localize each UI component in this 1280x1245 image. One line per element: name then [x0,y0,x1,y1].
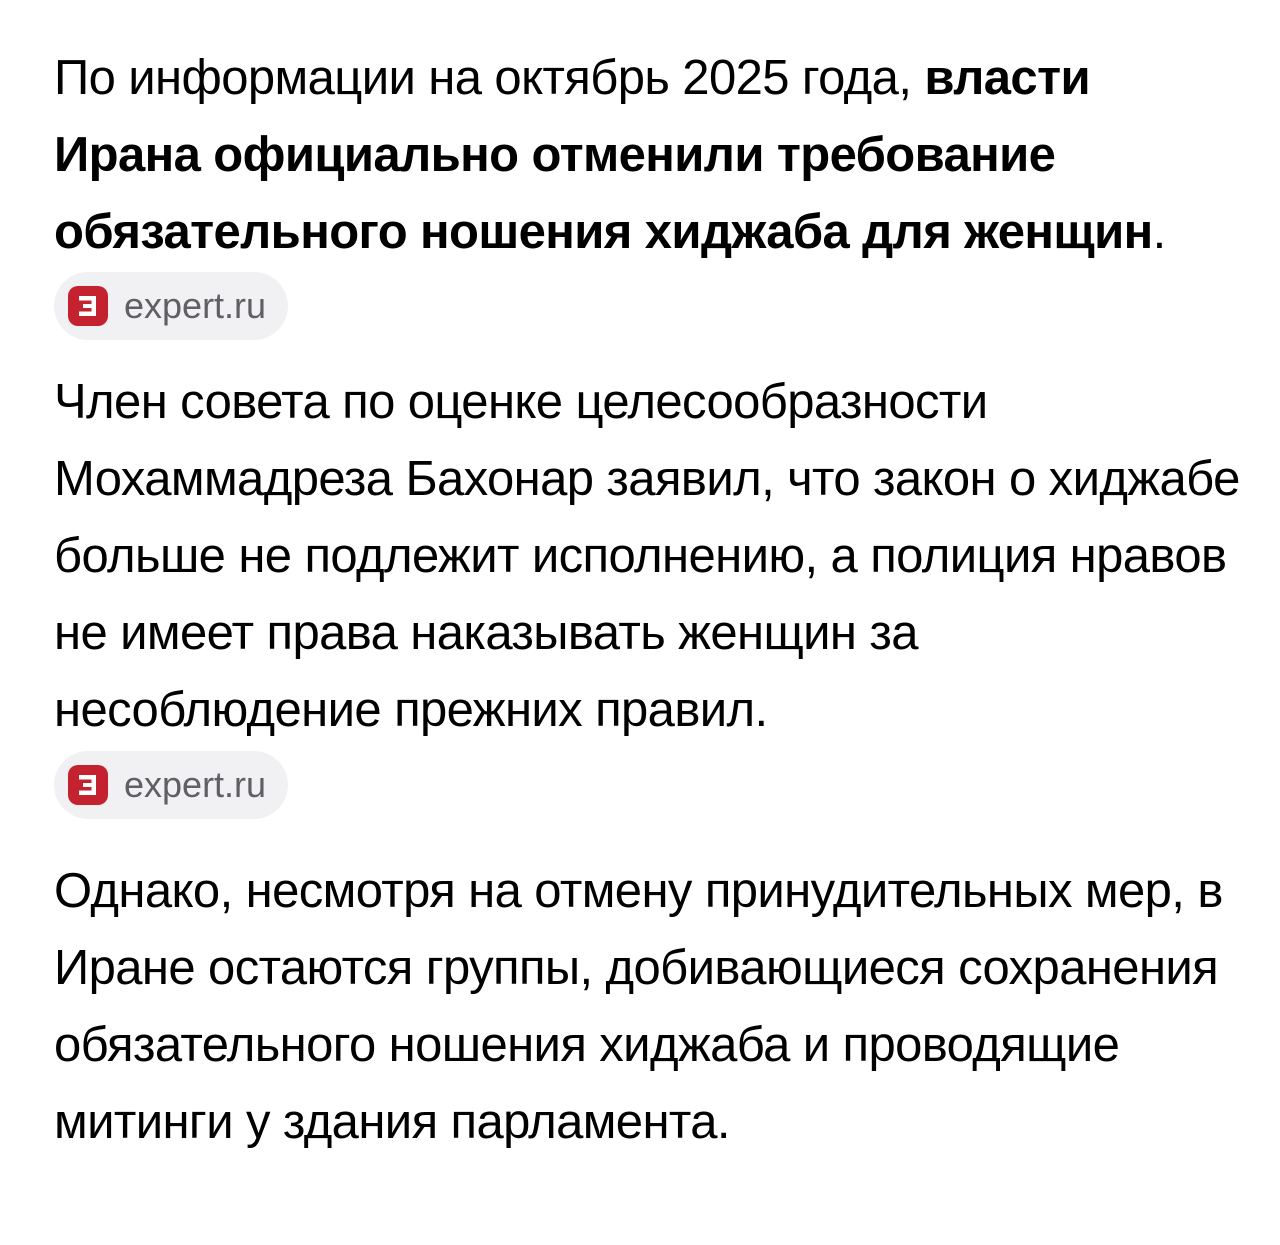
source-chip-label: expert.ru [124,285,267,327]
paragraph-3-text: Однако, несмотря на отмену принудительных мер, в Иране остаются группы, добивающиеся сохранения обязательного ношения хиджаба и проводящие митинги у здания парламента. [54,864,1223,1149]
source-chip-label: expert.ru [124,764,267,805]
paragraph-1-bold: власти Ирана официально отменили требование обязательного ношения хиджаба для женщин [54,51,1153,259]
expert-logo-icon [68,765,108,805]
expert-logo-icon [68,286,108,326]
paragraph-1-lead: По информации на октябрь 2025 года, [54,51,912,105]
source-chip[interactable] [54,272,288,340]
paragraph-1 [54,40,1244,348]
paragraph-2 [54,364,1244,749]
paragraph-1-tail: . [1152,205,1166,259]
source-chip[interactable] [54,751,288,819]
answer-content [54,40,1244,1161]
paragraph-2-text: Член совета по оценке целесообразности Мохаммадреза Бахонар заявил, что закон о хиджабе больше не подлежит исполнению, а полиция нравов не имеет права наказывать женщин за несоблюдение прежних правил. [54,375,1240,737]
paragraph-3 [54,853,1244,1161]
